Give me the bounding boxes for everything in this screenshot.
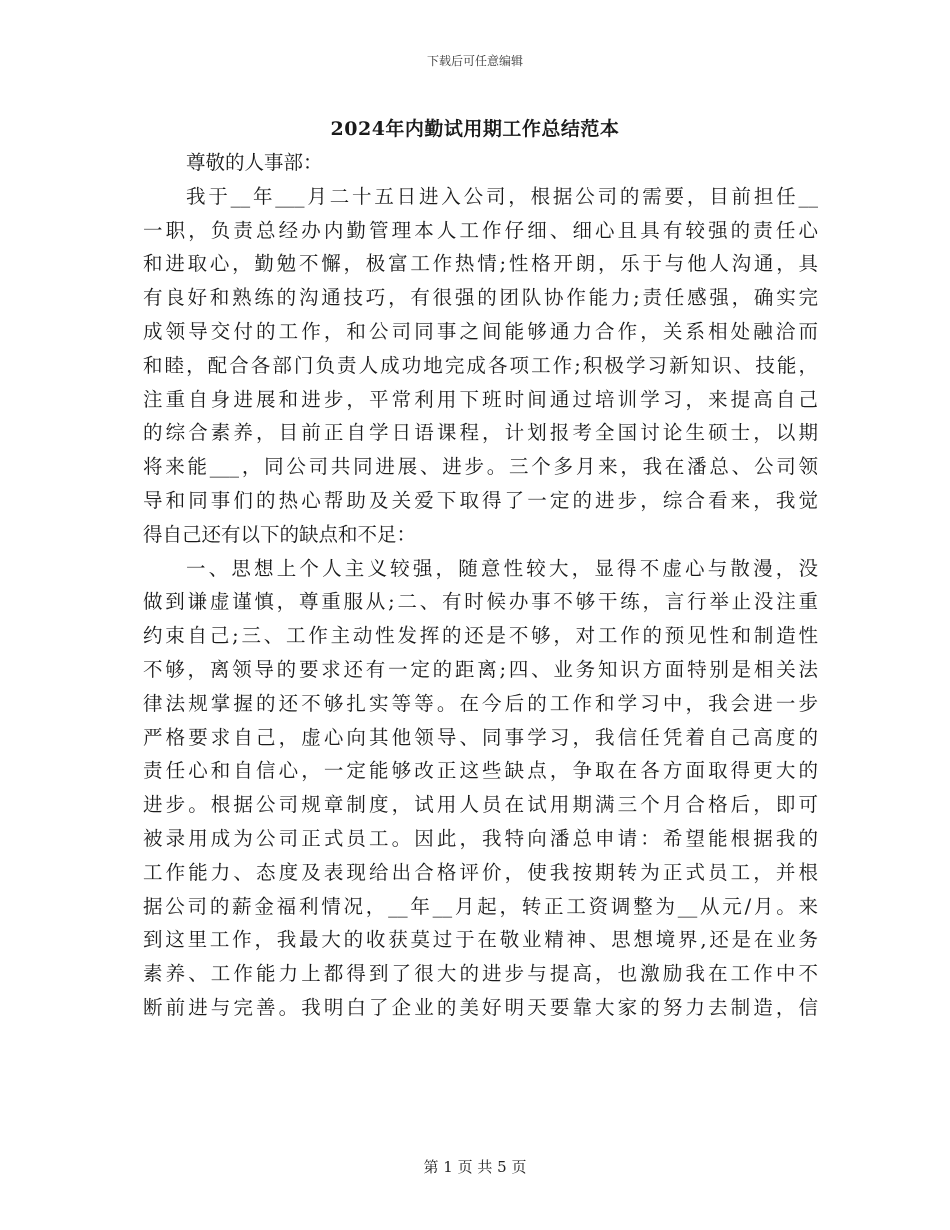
body-line: 不够，离领导的要求还有一定的距离;四、业务知识方面特别是相关法: [143, 658, 818, 681]
body-line: 到这里工作，我最大的收获莫过于在敬业精神、思想境界,还是在业务: [143, 928, 818, 951]
body-line: 被录用成为公司正式员工。因此，我特向潘总申请：希望能根据我的: [143, 827, 818, 850]
body-line: 的综合素养，目前正自学日语课程，计划报考全国讨论生硕士，以期: [143, 421, 818, 444]
body-line: 工作能力、态度及表现给出合格评价，使我按期转为正式员工，并根: [143, 861, 818, 884]
body-line: 律法规掌握的还不够扎实等等。在今后的工作和学习中，我会进一步: [143, 692, 818, 715]
page-footer-number: 第 1 页 共 5 页: [423, 1158, 527, 1176]
body-line: 成领导交付的工作，和公司同事之间能够通力合作，关系相处融洽而: [143, 320, 818, 343]
body-line: 得自己还有以下的缺点和不足：: [143, 523, 417, 546]
body-line: 导和同事们的热心帮助及关爱下取得了一定的进步，综合看来，我觉: [143, 489, 818, 512]
body-line: 一、思想上个人主义较强，随意性较大，显得不虚心与散漫，没: [186, 557, 818, 580]
body-line: 注重自身进展和进步，平常利用下班时间通过培训学习，来提高自己: [143, 388, 818, 411]
body-line: 责任心和自信心，一定能够改正这些缺点，争取在各方面取得更大的: [143, 759, 818, 782]
body-line: 尊敬的人事部：: [186, 151, 323, 174]
body-line: 有良好和熟练的沟通技巧，有很强的团队协作能力;责任感强，确实完: [143, 286, 818, 309]
body-line: 我于__年___月二十五日进入公司，根据公司的需要，目前担任__: [186, 185, 818, 208]
body-line: 素养、工作能力上都得到了很大的进步与提高，也激励我在工作中不: [143, 962, 818, 985]
body-line: 据公司的薪金福利情况，__年__月起，转正工资调整为__从元/月。来: [143, 895, 818, 918]
body-line: 和进取心，勤勉不懈，极富工作热情;性格开朗，乐于与他人沟通，具: [143, 252, 818, 275]
body-line: 进步。根据公司规章制度，试用人员在试用期满三个月合格后，即可: [143, 793, 818, 816]
body-line: 严格要求自己，虚心向其他领导、同事学习，我信任凭着自己高度的: [143, 726, 818, 749]
body-line: 断前进与完善。我明白了企业的美好明天要靠大家的努力去制造，信: [143, 996, 818, 1019]
body-line: 和睦，配合各部门负责人成功地完成各项工作;积极学习新知识、技能，: [143, 354, 818, 377]
body-line: 约束自己;三、工作主动性发挥的还是不够，对工作的预见性和制造性: [143, 624, 818, 647]
body-line: 一职，负责总经办内勤管理本人工作仔细、细心且具有较强的责任心: [143, 219, 818, 242]
page-header-note: 下载后可任意编辑: [426, 54, 523, 68]
document-title: 2024年内勤试用期工作总结范本: [330, 118, 620, 140]
body-line: 做到谦虚谨慎，尊重服从;二、有时候办事不够干练，言行举止没注重: [143, 590, 818, 613]
body-line: 将来能___，同公司共同进展、进步。三个多月来，我在潘总、公司领: [143, 455, 818, 478]
